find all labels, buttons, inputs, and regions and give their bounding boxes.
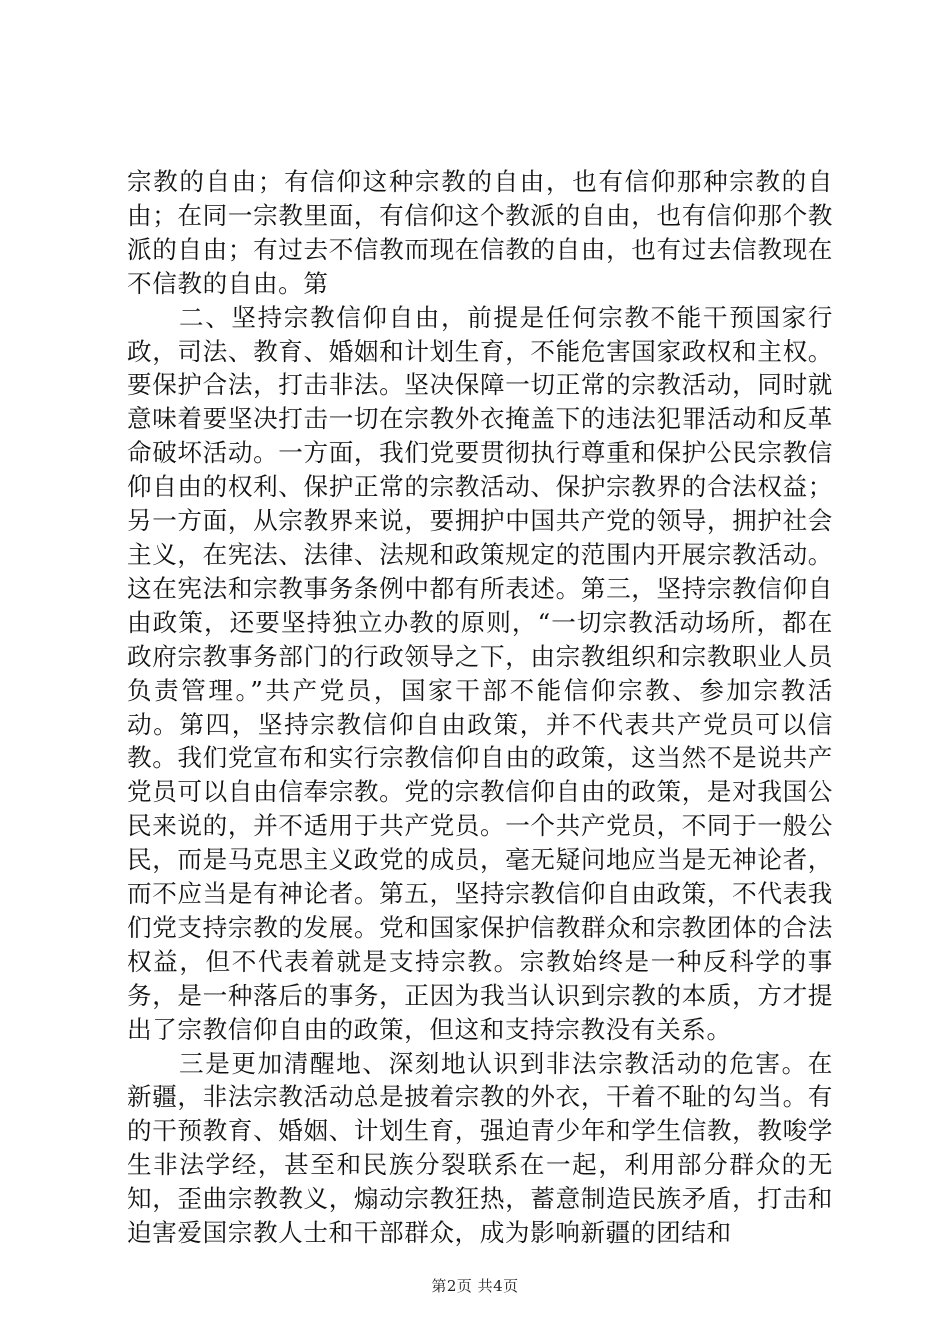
- document-body: [127, 165, 833, 1250]
- paragraph-2: 二、坚持宗教信仰自由，前提是任何宗教不能干预国家行政，司法、教育、婚姻和计划生育，不能危害国家政权和主权。要保护合法，打击非法。坚决保障一切正常的宗教活动，同时就意味着要坚决打击一切在宗教外衣掩盖下的违法犯罪活动和反革命破坏活动。一方面，我们党要贯彻执行尊重和保护公民宗教信仰自由的权利、保护正常的宗教活动、保护宗教界的合法权益；另一方面，从宗教界来说，要拥护中国共产党的领导，拥护社会主义，在宪法、法律、法规和政策规定的范围内开展宗教活动。这在宪法和宗教事务条例中都有所表述。第三，坚持宗教信仰自由政策，还要坚持独立办教的原则，“一切宗教活动场所，都在政府宗教事务部门的行政领导之下，由宗教组织和宗教职业人员负责管理。”共产党员，国家干部不能信仰宗教、参加宗教活动。第四，坚持宗教信仰自由政策，并不代表共产党员可以信教。我们党宣布和实行宗教信仰自由的政策，这当然不是说共产党员可以自由信奉宗教。党的宗教信仰自由的政策，是对我国公民来说的，并不适用于共产党员。一个共产党员，不同于一般公民，而是马克思主义政党的成员，毫无疑问地应当是无神论者，而不应当是有神论者。第五，坚持宗教信仰自由政策，不代表我们党支持宗教的发展。党和国家保护信教群众和宗教团体的合法权益，但不代表着就是支持宗教。宗教始终是一种反科学的事务，是一种落后的事务，正因为我当认识到宗教的本质，方才提出了宗教信仰自由的政策，但这和支持宗教没有关系。: [127, 302, 833, 1044]
- paragraph-3: 三是更加清醒地、深刻地认识到非法宗教活动的危害。在新疆，非法宗教活动总是披着宗教的外衣，干着不耻的勾当。有的干预教育、婚姻、计划生育，强迫青少年和学生信教，教唆学生非法学经，甚至和民族分裂联系在一起，利用部分群众的无知，歪曲宗教教义，煽动宗教狂热，蓄意制造民族矛盾，打击和迫害爱国宗教人士和干部群众，成为影响新疆的团结和: [127, 1048, 833, 1248]
- page-footer: 第2页 共4页: [431, 1277, 519, 1295]
- paragraph-1: 宗教的自由；有信仰这种宗教的自由，也有信仰那种宗教的自由；在同一宗教里面，有信仰这个教派的自由，也有信仰那个教派的自由；有过去不信教而现在信教的自由，也有过去信教现在不信教的自由。第: [127, 167, 833, 298]
